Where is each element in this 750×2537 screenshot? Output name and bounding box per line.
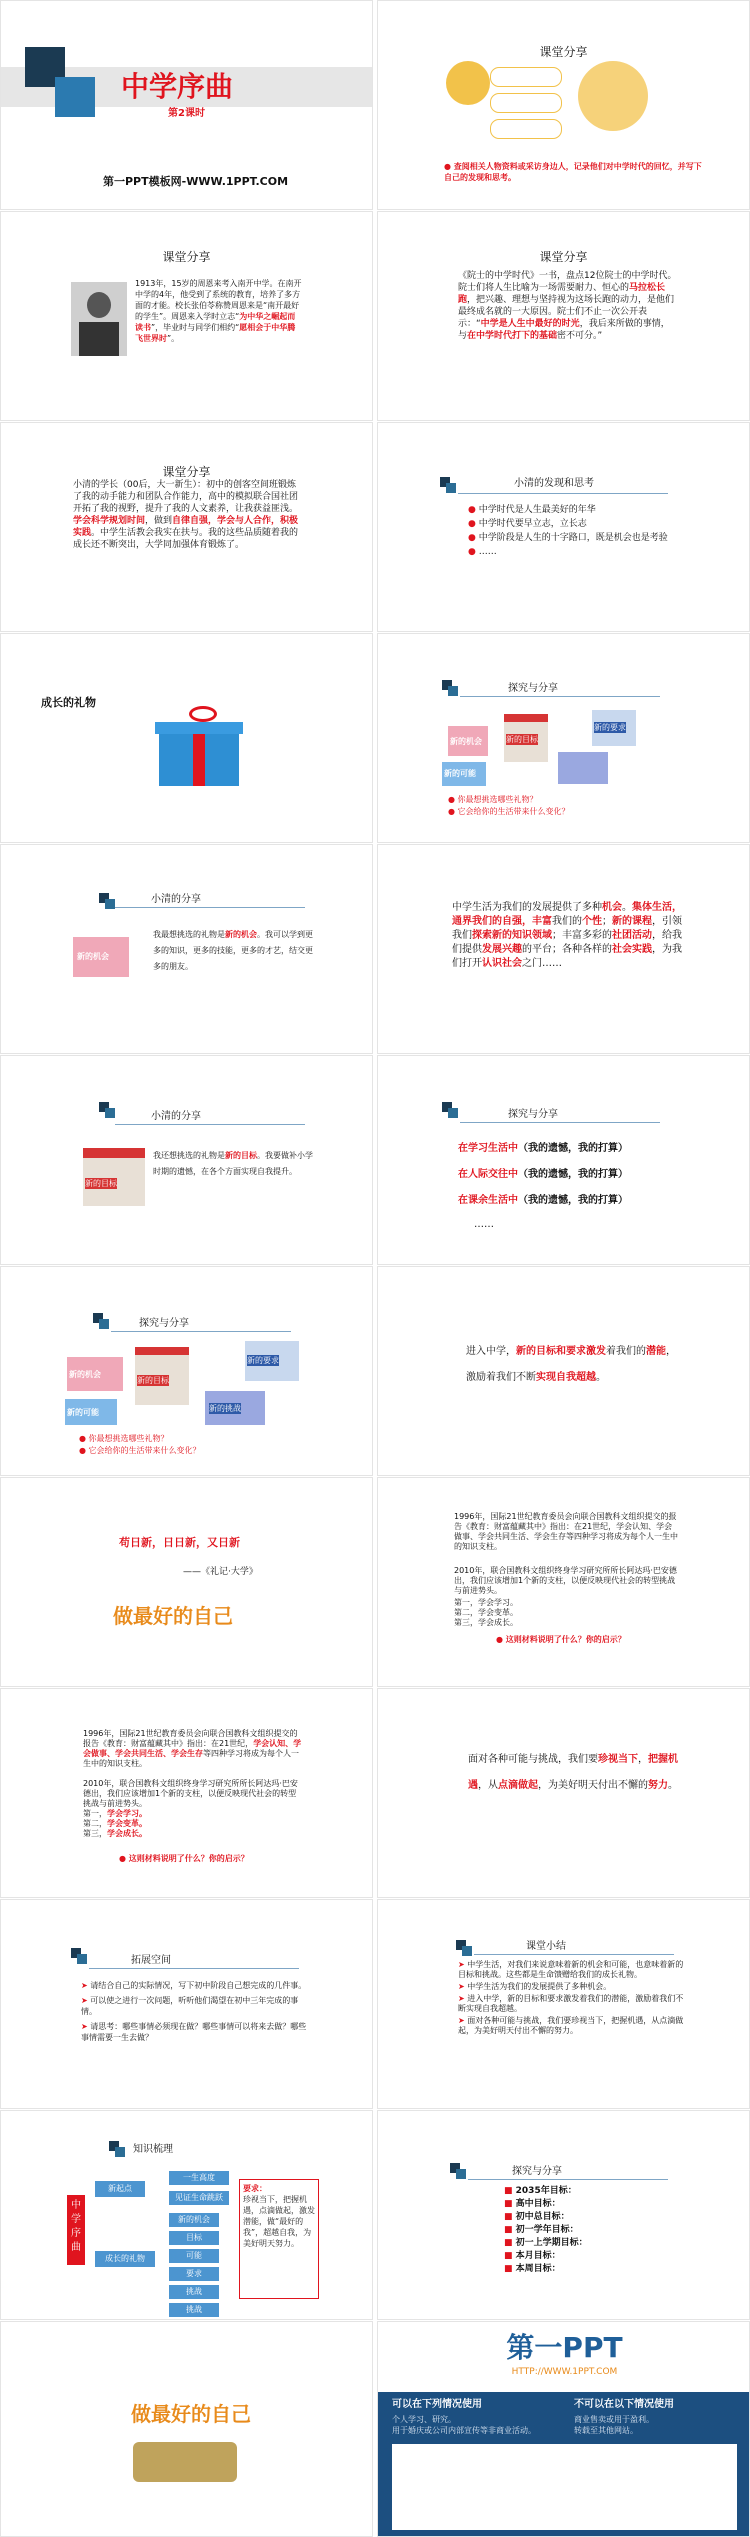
quote-text: 苟日新，日日新，又日新 xyxy=(119,1536,240,1549)
extension-text: 请思考：哪些事情必须现在做？哪些事情可以将来去做？哪些事情需要一生去做？ xyxy=(81,2022,307,2042)
footer-site[interactable]: 第一PPT模板网-WWW.1PPT.COM xyxy=(103,175,289,188)
goal-text: 初一学年目标： xyxy=(515,2225,579,2235)
seize-text xyxy=(468,1747,688,1799)
forbidden-item: 转载至其他网站。 xyxy=(574,2426,638,2435)
slide-title: 成长的礼物 xyxy=(41,696,96,709)
subtitle: 第2课时 xyxy=(168,108,205,119)
text: 1996年，国际21世纪教育委员会向联合国教科文组织提交的报告《教育：财富蕴藏其中》指出：在21世纪， xyxy=(83,1729,298,1748)
academician-text-4: 密不可分。” xyxy=(557,331,603,341)
summary-item: ➤ 中学生活为我们的发展提供了多种机会。 xyxy=(458,1982,612,1991)
summary-item: ➤ 进入中学，新的目标和要求激发着我们的潜能，激励着我们不断实现自我超越。 xyxy=(458,1994,684,2013)
gift-label: 新的机会 xyxy=(77,952,109,961)
text: 等四种学习将成为每个人一生中的知识支柱。 xyxy=(83,1749,299,1768)
text: 。 xyxy=(596,1372,606,1383)
text: ，激励着我们不断 xyxy=(466,1346,676,1383)
gift-lid xyxy=(155,722,243,734)
findings-item: ● …… xyxy=(468,547,497,557)
regret-area: 在课余生活中 xyxy=(458,1195,518,1206)
slogan-art: 做最好的自己 xyxy=(113,1604,233,1628)
highlight: 把握机遇 xyxy=(468,1754,678,1791)
text: ；丰富多彩的 xyxy=(552,930,612,941)
highlight: 新的课程 xyxy=(612,916,652,927)
unesco-line xyxy=(83,1819,147,1829)
highlight: 探索新的知识领域 xyxy=(472,930,552,941)
slide-19-extension xyxy=(0,1899,373,2109)
mindmap-node: 可能 xyxy=(169,2249,219,2263)
share-text-2: 。我要做补小学时期的遗憾，在各个方面实现自我提升。 xyxy=(153,1151,313,1176)
allowed-list xyxy=(392,2414,562,2436)
highlight: 认识社会 xyxy=(482,958,522,969)
slide-9-share-chance xyxy=(0,844,373,1054)
portrait-photo xyxy=(71,282,127,356)
text: 。 xyxy=(622,902,632,913)
deco-square-blue xyxy=(99,1319,109,1329)
title-underline xyxy=(111,1331,291,1332)
gift-box-blue xyxy=(245,1341,299,1381)
slide-title: 小清的分享 xyxy=(151,894,201,905)
findings-item-text: 中学时代要早立志，立长志 xyxy=(478,519,587,529)
more-ellipsis: …… xyxy=(474,1219,494,1230)
potential-text xyxy=(466,1339,680,1391)
requirement-title: 要求： xyxy=(243,2184,267,2193)
summary-item: ➤ 面对各种可能与挑战，我们要珍视当下，把握机遇，从点滴做起，为美好明天付出不懈的努力。 xyxy=(458,2016,684,2035)
highlight: 点滴做起 xyxy=(498,1780,538,1791)
text: 第二， xyxy=(83,1819,107,1828)
goal-item: ■ 初中总目标： xyxy=(504,2212,570,2222)
senior-text-2: ，做到 xyxy=(145,516,173,526)
highlight: 学会成长。 xyxy=(107,1829,147,1838)
regret-hint: （我的遗憾，我的打算） xyxy=(518,1195,628,1206)
summary-text: 进入中学，新的目标和要求激发着我们的潜能，激励着我们不断实现自我超越。 xyxy=(458,1994,684,2013)
share-text-1: 我最想挑选的礼物是 xyxy=(153,930,225,939)
summary-list xyxy=(458,1960,684,2036)
unesco-paragraph-1 xyxy=(83,1729,303,1769)
portrait-body xyxy=(79,322,119,356)
title-underline xyxy=(89,1968,299,1969)
gift-label: 新的挑战 xyxy=(209,1404,241,1413)
senior-highlight-2: 自律自强，学会与人合作，积极实践 xyxy=(73,516,299,538)
mindmap-root: 中学序曲 xyxy=(67,2195,85,2265)
slide-2-share xyxy=(377,0,750,210)
highlight: 社团活动 xyxy=(612,930,652,941)
goal-text: 2035年目标： xyxy=(515,2186,577,2196)
share-text xyxy=(153,927,313,975)
slide-21-mindmap xyxy=(0,2110,373,2320)
gift-box-light xyxy=(65,1399,117,1425)
summary-text: 中学生活，对我们来说意味着新的机会和可能，也意味着新的目标和挑战。这些都是生命馈赠给我们的成长礼物。 xyxy=(458,1960,684,1979)
task-note-text: 查阅相关人物资料或采访身边人，记录他们对中学时代的回忆，并写下自己的发现和思考。 xyxy=(444,162,702,182)
gift-box-pink xyxy=(448,726,488,756)
mindmap-node: 要求 xyxy=(169,2267,219,2281)
gift-label: 新的目标 xyxy=(137,1376,169,1385)
unesco-paragraph-2: 2010年，联合国教科文组织终身学习研究所所长阿达玛·巴安德出，我们应该增加1个新的支柱，以便反映现代社会的转型挑战与前进势头。 xyxy=(83,1779,298,1808)
question-text: 你最想挑选哪些礼物？ xyxy=(88,1434,169,1443)
slide-title: 探究与分享 xyxy=(139,1318,189,1329)
gift-box-pink xyxy=(73,937,129,977)
person-avatar-icon xyxy=(446,61,490,105)
deco-square-blue xyxy=(105,899,115,909)
slide-3-zhou xyxy=(0,211,373,421)
slide-1-title xyxy=(0,0,373,210)
highlight: 集体生活，通界我们的自强，丰富 xyxy=(452,902,682,927)
forbidden-title: 不可以在以下情况使用 xyxy=(574,2399,674,2410)
slide-18-seize xyxy=(377,1688,750,1898)
question-1: ● 你最想挑选哪些礼物？ xyxy=(448,795,538,804)
text: ，给我们提供 xyxy=(452,930,682,955)
title-underline xyxy=(460,1122,660,1123)
illustration-image xyxy=(133,2442,237,2482)
academician-highlight-3: 在中学时代打下的基础 xyxy=(467,331,558,341)
extension-text: 可以使之进行一次问题，听听他们渴望在初中三年完成的事情。 xyxy=(81,1996,299,2016)
regret-hint: （我的遗憾，我的打算） xyxy=(518,1143,628,1154)
senior-highlight-1: 学会科学规划时间 xyxy=(73,516,146,526)
highlight: 发展兴趣 xyxy=(482,944,522,955)
text: 第一， xyxy=(83,1809,107,1818)
share-highlight: 新的目标 xyxy=(225,1151,257,1160)
extension-text: 请结合自己的实际情况，写下初中阶段自己想完成的几件事。 xyxy=(90,1981,307,1990)
summary-text: 面对各种可能与挑战，我们要珍视当下，把握机遇，从点滴做起，为美好明天付出不懈的努力。 xyxy=(458,2016,684,2035)
slide-6-findings xyxy=(377,422,750,632)
portrait-head xyxy=(87,292,111,318)
task-note: ● 查阅相关人物资料或采访身边人，记录他们对中学时代的回忆，并写下自己的发现和思考。 xyxy=(444,162,702,182)
slide-10-opportunities xyxy=(377,844,750,1054)
highlight: 机会 xyxy=(602,902,622,913)
unesco-line: 第一，学会学习。 xyxy=(454,1598,518,1607)
gift-box-purple xyxy=(558,752,608,784)
slide-14-potential xyxy=(377,1266,750,1476)
slide-title: 探究与分享 xyxy=(508,1109,558,1120)
share-text-2: 。我可以学到更多的知识，更多的技能，更多的才艺，结交更多的朋友。 xyxy=(153,930,313,971)
brand-url[interactable]: HTTP://WWW.1PPT.COM xyxy=(511,2367,618,2377)
deco-square-blue xyxy=(115,2147,125,2157)
highlight: 学会学习。 xyxy=(107,1809,147,1818)
gift-bow xyxy=(189,706,217,722)
goal-text: 初中总目标： xyxy=(515,2212,570,2222)
highlight: 潜能 xyxy=(646,1346,666,1357)
slide-title: 课堂分享 xyxy=(162,465,211,479)
opportunity-text xyxy=(452,901,682,971)
highlight: 努力 xyxy=(648,1780,668,1791)
mindmap-group-label: 成长的礼物 xyxy=(95,2251,155,2267)
zhou-highlight-1: 为中华之崛起而读书 xyxy=(135,312,296,332)
slide-22-goals xyxy=(377,2110,750,2320)
question: ● 这则材料说明了什么？你的启示？ xyxy=(119,1854,249,1863)
senior-text-1: 小清的学长（00后，大一新生）：初中的创客空间班锻炼了我的动手能力和团队合作能力，高中的模拟联合国社团开拓了我的视野，提升了我的人文素养，让我获益匪浅。 xyxy=(73,480,299,514)
mindmap-node: 挑战 xyxy=(169,2285,219,2299)
mindmap-requirement-box xyxy=(239,2179,319,2299)
slogan-art: 做最好的自己 xyxy=(131,2402,251,2426)
title-underline xyxy=(115,907,305,908)
slide-title: 小清的发现和思考 xyxy=(514,478,594,489)
academician-text-2: ，把兴趣、理想与坚持视为这场长跑的动力，是他们最终成名就的一大原因。院士们不止一次公开表示：“ xyxy=(458,295,675,329)
speech-bubble-2 xyxy=(490,93,562,113)
gift-label: 新的可能 xyxy=(67,1408,99,1417)
deco-square-blue xyxy=(105,1108,115,1118)
brand-logo: 第一PPT xyxy=(506,2331,623,2364)
text: ，为我们打开 xyxy=(452,944,682,969)
text: 面对各种可能与挑战，我们要 xyxy=(468,1754,598,1765)
question-text: 这则材料说明了什么？你的启示？ xyxy=(128,1854,249,1863)
slide-13-explore xyxy=(0,1266,373,1476)
text: 。 xyxy=(668,1780,678,1791)
gift-box-pink xyxy=(67,1357,123,1391)
gift-label: 新的机会 xyxy=(69,1370,101,1379)
text: 之门…… xyxy=(522,958,562,969)
unesco-lines xyxy=(83,1809,147,1839)
regret-item xyxy=(458,1194,628,1207)
question-2: ● 它会给你的生活带来什么变化？ xyxy=(448,807,570,816)
gift-box-red xyxy=(135,1347,189,1405)
slide-title: 知识梳理 xyxy=(133,2144,173,2155)
academician-text-1: 《院士的中学时代》一书，盘点12位院士的中学时代。院士们将人生比喻为一场需要耐力、恒心的 xyxy=(458,271,677,293)
senior-text-3: 。中学生活教会我实在扶与。我的这些品质随着我的成长还不断突出，大学同加强体育锻炼了。 xyxy=(73,528,299,550)
highlight: 珍视当下 xyxy=(598,1754,638,1765)
text: ，引领我们 xyxy=(452,916,682,941)
gift-box-purple xyxy=(205,1391,265,1425)
goal-list xyxy=(504,2185,588,2276)
gift-ribbon xyxy=(193,730,205,786)
zhou-text xyxy=(135,278,303,344)
goal-text: 本月目标： xyxy=(515,2251,561,2261)
mindmap-node: 挑战 xyxy=(169,2303,219,2317)
findings-item: ● 中学时代要早立志，立长志 xyxy=(468,519,587,529)
allowed-item: 个人学习、研究。 xyxy=(392,2415,456,2424)
mindmap-group-label: 新起点 xyxy=(95,2181,145,2197)
extension-list xyxy=(81,1980,307,2043)
text: 我们的 xyxy=(552,916,582,927)
text: 第三， xyxy=(83,1829,107,1838)
link-list-panel xyxy=(392,2444,737,2530)
slide-16-unesco xyxy=(377,1477,750,1687)
regret-hint: （我的遗憾，我的打算） xyxy=(518,1169,628,1180)
regret-area: 在学习生活中 xyxy=(458,1143,518,1154)
title-underline xyxy=(474,1954,674,1955)
slide-title: 课堂分享 xyxy=(162,250,211,264)
deco-square-blue xyxy=(448,686,458,696)
slide-title: 拓展空间 xyxy=(131,1955,171,1966)
deco-square-blue xyxy=(446,483,456,493)
slide-20-summary xyxy=(377,1899,750,2109)
question-text: 这则材料说明了什么？你的启示？ xyxy=(505,1635,626,1644)
findings-list xyxy=(468,503,668,559)
text: ，从 xyxy=(478,1780,498,1791)
slide-8-explore xyxy=(377,633,750,843)
slide-4-academicians xyxy=(377,211,750,421)
slide-title: 探究与分享 xyxy=(512,2166,562,2177)
highlight: 学会变革。 xyxy=(107,1819,147,1828)
extension-item: ➤ 可以使之进行一次问题，听听他们渴望在初中三年完成的事情。 xyxy=(81,1996,299,2016)
text: ，为美好明天付出不懈的 xyxy=(538,1780,648,1791)
regret-area: 在人际交往中 xyxy=(458,1169,518,1180)
question-text: 你最想挑选哪些礼物？ xyxy=(457,795,538,804)
mindmap-node: 一生高度 xyxy=(169,2171,229,2185)
question-text: 它会给你的生活带来什么变化？ xyxy=(457,807,570,816)
goal-text: 本周目标： xyxy=(515,2264,561,2274)
gift-box-blue xyxy=(592,710,636,746)
extension-item: ➤ 请思考：哪些事情必须现在做？哪些事情可以将来去做？哪些事情需要一生去做？ xyxy=(81,2022,307,2042)
title-underline xyxy=(468,2179,668,2180)
findings-item-text: 中学时代是人生最美好的年华 xyxy=(478,505,596,515)
slide-11-share-goal xyxy=(0,1055,373,1265)
regret-item xyxy=(458,1142,628,1155)
academician-highlight-1: 马拉松长跑 xyxy=(458,283,666,305)
zhou-text-3: ”。 xyxy=(167,334,180,343)
findings-item-text: 中学阶段是人生的十字路口，既是机会也是考验 xyxy=(478,533,668,543)
highlight: 学会认知、学会做事、学会共同生活、学会生存 xyxy=(83,1739,302,1758)
goal-item: ■ 2035年目标： xyxy=(504,2186,577,2196)
academician-text-3: ，我后来所做的事情，与 xyxy=(458,319,670,341)
deco-square-blue xyxy=(456,2169,466,2179)
findings-item: ● 中学阶段是人生的十字路口，既是机会也是考验 xyxy=(468,533,668,543)
highlight: 实现自我超越 xyxy=(536,1372,596,1383)
highlight: 个性 xyxy=(582,916,602,927)
gift-label: 新的要求 xyxy=(247,1356,279,1365)
highlight: 社会实践 xyxy=(612,944,652,955)
gift-label: 新的目标 xyxy=(85,1179,117,1188)
deco-square-blue xyxy=(462,1946,472,1956)
regret-item xyxy=(458,1168,628,1181)
gift-box-red xyxy=(83,1148,145,1206)
title-underline xyxy=(460,696,660,697)
unesco-line xyxy=(83,1809,147,1819)
requirement-text: 珍视当下，把握机遇，点滴做起，激发潜能，做“最好的我”，超越自我，为美好明天努力。 xyxy=(243,2195,315,2248)
allowed-item: 用于婚庆或公司内部宣传等非商业活动。 xyxy=(392,2426,536,2435)
findings-item: ● 中学时代是人生最美好的年华 xyxy=(468,505,596,515)
goal-text: 初一上学期目标： xyxy=(515,2238,588,2248)
gift-box-light xyxy=(442,762,486,786)
gift-label: 新的机会 xyxy=(450,737,482,746)
slide-23-closing-art xyxy=(0,2321,373,2537)
deco-square-blue xyxy=(77,1954,87,1964)
extension-item: ➤ 请结合自己的实际情况，写下初中阶段自己想完成的几件事。 xyxy=(81,1981,307,1990)
deco-square-blue xyxy=(55,77,95,117)
goal-item: ■ 本月目标： xyxy=(504,2251,561,2261)
slide-24-ppt-ad xyxy=(377,2321,750,2537)
gift-label: 新的可能 xyxy=(444,769,476,778)
question-1: ● 你最想挑选哪些礼物？ xyxy=(79,1434,169,1443)
slide-15-quote xyxy=(0,1477,373,1687)
text: 的平台；各种各样的 xyxy=(522,944,612,955)
slide-title: 探究与分享 xyxy=(508,683,558,694)
slide-17-unesco-highlight xyxy=(0,1688,373,1898)
mindmap-node: 见证生命跳跃 xyxy=(169,2191,229,2205)
mindmap-node: 新的机会 xyxy=(169,2213,219,2227)
gift-label: 新的要求 xyxy=(594,723,626,732)
title-underline xyxy=(115,1124,305,1125)
zhou-text-2: ”，毕业时与同学们相约“ xyxy=(151,323,240,332)
speech-bubble-3 xyxy=(490,119,562,139)
share-highlight: 新的机会 xyxy=(225,930,257,939)
senior-text xyxy=(73,479,303,551)
highlight: 新的目标和要求激发 xyxy=(516,1346,606,1357)
goal-item: ■ 高中目标： xyxy=(504,2199,561,2209)
summary-text: 中学生活为我们的发展提供了多种机会。 xyxy=(467,1982,612,1991)
forbidden-item: 商业售卖或用于盈利。 xyxy=(574,2415,654,2424)
title-underline xyxy=(458,493,668,494)
summary-item: ➤ 中学生活，对我们来说意味着新的机会和可能，也意味着新的目标和挑战。这些都是生命馈赠给我们的成长礼物。 xyxy=(458,1960,684,1979)
slide-title: 课堂分享 xyxy=(539,45,588,59)
share-text-1: 我还想挑选的礼物是 xyxy=(153,1151,225,1160)
forbidden-list xyxy=(574,2414,744,2436)
mindmap-node: 目标 xyxy=(169,2231,219,2245)
share-text xyxy=(153,1148,313,1180)
findings-item-text: …… xyxy=(478,547,497,557)
academician-text xyxy=(458,270,678,342)
deco-square-blue xyxy=(448,1108,458,1118)
unesco-lines xyxy=(454,1598,518,1628)
gift-box-red xyxy=(504,714,548,762)
unesco-paragraph-1: 1996年，国际21世纪教育委员会向联合国教科文组织提交的报告《教育：财富蕴藏其中》指出：在21世纪，学会认知、学会做事、学会共同生活、学会生存等四种学习将成为每个人一生中的知识支柱。 xyxy=(454,1512,678,1551)
slide-title: 课堂小结 xyxy=(526,1941,566,1952)
zhou-text-1: 1913年，15岁的周恩来考入南开中学。在南开中学的4年，他受到了系统的教育，培养了多方面的才能。校长张伯苓称赞周恩来是“南开最好的学生”。周恩来入学时立志“ xyxy=(135,279,302,321)
question-2: ● 它会给你的生活带来什么变化？ xyxy=(79,1446,201,1455)
text: 进入中学， xyxy=(466,1346,516,1357)
goal-item: ■ 本周目标： xyxy=(504,2264,561,2274)
gift-label: 新的目标 xyxy=(506,735,538,744)
question-text: 它会给你的生活带来什么变化？ xyxy=(88,1446,201,1455)
speech-bubble-1 xyxy=(490,67,562,87)
zhou-highlight-2: 愿相会于中华腾飞世界时 xyxy=(135,323,296,343)
goal-item: ■ 初一上学期目标： xyxy=(504,2238,588,2248)
goal-item: ■ 初一学年目标： xyxy=(504,2225,579,2235)
slide-12-regrets xyxy=(377,1055,750,1265)
slide-title: 课堂分享 xyxy=(539,250,588,264)
quote-source: ——《礼记·大学》 xyxy=(183,1567,258,1577)
notebook-icon xyxy=(578,61,648,131)
text: 中学生活为我们的发展提供了多种 xyxy=(452,902,602,913)
goal-text: 高中目标： xyxy=(515,2199,561,2209)
unesco-paragraph-2: 2010年，联合国教科文组织终身学习研究所所长阿达玛·巴安德出，我们应该增加1个新的支柱，以便反映现代社会的转型挑战与前进势头。 xyxy=(454,1566,677,1595)
allowed-title: 可以在下列情况使用 xyxy=(392,2399,482,2410)
slide-5-senior xyxy=(0,422,373,632)
text: ； xyxy=(602,916,612,927)
unesco-line: 第三，学会成长。 xyxy=(454,1618,518,1627)
unesco-line xyxy=(83,1829,147,1839)
main-title: 中学序曲 xyxy=(121,70,234,103)
academician-highlight-2: 中学是人生中最好的时光 xyxy=(480,319,580,329)
slide-title: 小清的分享 xyxy=(151,1111,201,1122)
slide-7-gift xyxy=(0,633,373,843)
question: ● 这则材料说明了什么？你的启示？ xyxy=(496,1635,626,1644)
unesco-line: 第二，学会变革。 xyxy=(454,1608,518,1617)
gift-box-icon xyxy=(159,730,239,786)
text: 着我们的 xyxy=(606,1346,646,1357)
text: ， xyxy=(638,1754,648,1765)
